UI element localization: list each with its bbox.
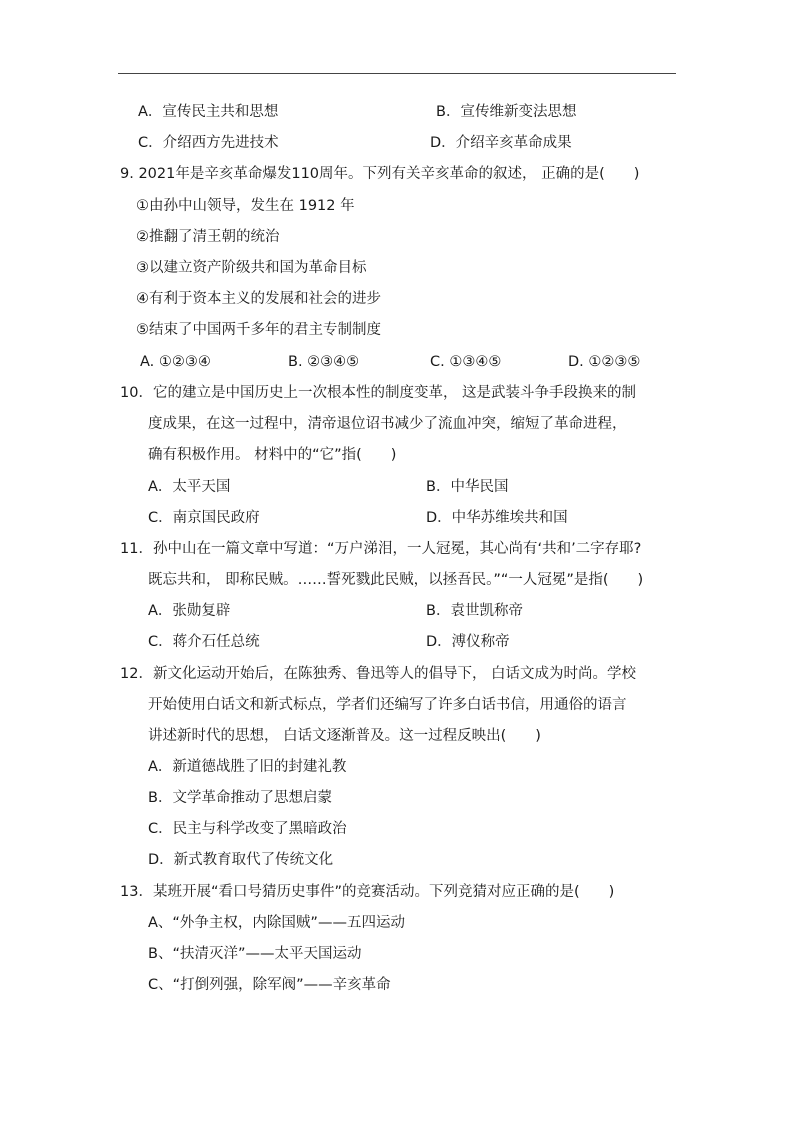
q10-stem-line-3: 确有积极作用。 材料中的“它”指( ): [148, 447, 397, 463]
q11-option-d: D．溥仪称帝: [426, 634, 510, 650]
q12-stem-line-1: 12．新文化运动开始后，在陈独秀、鲁迅等人的倡导下， 白话文成为时尚。学校: [120, 666, 637, 682]
q10-option-b: B．中华民国: [426, 479, 509, 495]
q9-item-4: ④有利于资本主义的发展和社会的进步: [136, 291, 381, 307]
header-rule: [118, 73, 676, 74]
q13-option-b: B、“扶清灭洋”——太平天国运动: [148, 946, 362, 962]
q9-item-2: ②推翻了清王朝的统治: [136, 229, 280, 245]
q12-stem-line-3: 讲述新时代的思想， 白话文逐渐普及。这一过程反映出( ): [148, 728, 541, 744]
q12-option-b: B．文学革命推动了思想启蒙: [148, 790, 332, 806]
q9-item-3: ③以建立资产阶级共和国为革命目标: [136, 260, 367, 276]
q8-option-a: A．宣传民主共和思想: [138, 104, 279, 120]
q9-item-1: ①由孙中山领导，发生在 1912 年: [136, 198, 355, 214]
q12-option-d: D．新式教育取代了传统文化: [148, 852, 334, 868]
q11-option-a: A．张勋复辟: [148, 603, 231, 619]
q11-stem-line-2: 既忘共和， 即称民贼。……誓死戮此民贼，以拯吾民。”“一人冠冕”是指( ): [148, 572, 644, 588]
q9-option-a: A. ①②③④: [140, 354, 211, 370]
q10-option-c: C．南京国民政府: [148, 510, 260, 526]
q11-stem-line-1: 11．孙中山在一篇文章中写道：“万户涕泪，一人冠冕，其心尚有‘共和’二字存耶?: [120, 541, 642, 557]
q8-option-c: C．介绍西方先进技术: [138, 135, 279, 151]
q11-option-c: C．蒋介石任总统: [148, 634, 260, 650]
q12-option-c: C．民主与科学改变了黑暗政治: [148, 821, 347, 837]
q9-stem: 9. 2021年是辛亥革命爆发110周年。下列有关辛亥革命的叙述， 正确的是( ): [120, 166, 640, 182]
q10-stem-line-2: 度成果，在这一过程中，清帝退位诏书减少了流血冲突，缩短了革命进程，: [148, 416, 627, 432]
q10-option-a: A．太平天国: [148, 479, 231, 495]
q13-option-a: A、“外争主权，内除国贼”——五四运动: [148, 915, 405, 931]
q13-stem: 13．某班开展“看口号猜历史事件”的竞赛活动。下列竞猜对应正确的是( ): [120, 884, 615, 900]
q12-option-a: A．新道德战胜了旧的封建礼教: [148, 759, 347, 775]
q8-option-b: B．宣传维新变法思想: [436, 104, 577, 120]
q8-option-d: D．介绍辛亥革命成果: [430, 135, 572, 151]
q10-option-d: D．中华苏维埃共和国: [426, 510, 568, 526]
q9-option-d: D. ①②③⑤: [568, 354, 641, 370]
q11-option-b: B．袁世凯称帝: [426, 603, 523, 619]
q12-stem-line-2: 开始使用白话文和新式标点，学者们还编写了许多白话书信，用通俗的语言: [148, 697, 627, 713]
q9-item-5: ⑤结束了中国两千多年的君主专制制度: [136, 322, 381, 338]
q9-option-b: B. ②③④⑤: [288, 354, 360, 370]
q9-option-c: C. ①③④⑤: [430, 354, 502, 370]
q13-option-c: C、“打倒列强，除军阀”——辛亥革命: [148, 977, 391, 993]
q10-stem-line-1: 10．它的建立是中国历史上一次根本性的制度变革， 这是武装斗争手段换来的制: [120, 385, 637, 401]
